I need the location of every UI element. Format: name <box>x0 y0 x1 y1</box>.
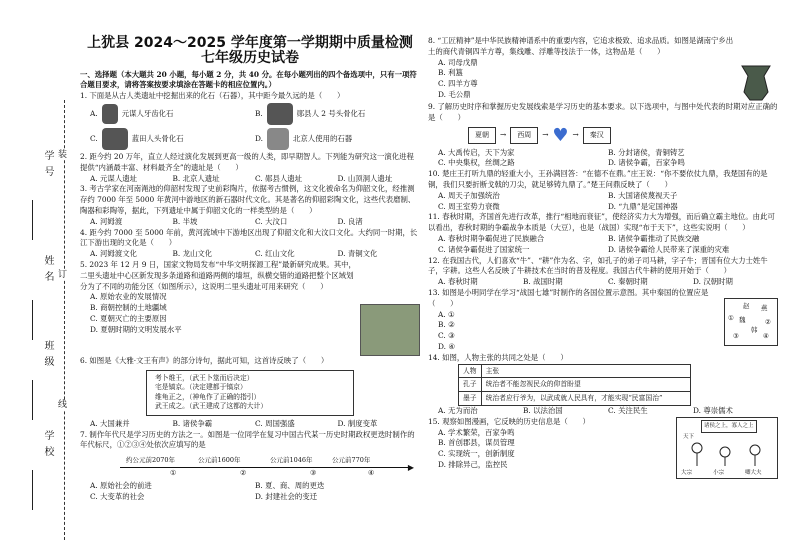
school-field[interactable] <box>32 470 33 510</box>
map-label: ② <box>765 317 771 326</box>
question-4: 4. 距今约 7000 至 5000 年前，黄河流域中下游地区出现了仰韶文化和大汶口文化。大约同一时期，长江下游出现的文化是（ ） <box>80 227 418 248</box>
timeline-date: 公元前1600年 <box>198 456 241 465</box>
option-a[interactable]: A. 元谋人遗址 <box>90 173 137 183</box>
question-2: 2. 距今约 20 万年，直立人经过演化发展到更高一级的人类，即早期智人。下列能为研究这一演化进程提供“内涵最丰富、材料最齐全”的遗址是（ ） <box>80 151 414 172</box>
option-b[interactable]: B. 分封诸侯，青铜铸艺 <box>608 147 685 157</box>
period-box: 西周 <box>510 127 538 144</box>
stone-tool-image <box>267 128 289 150</box>
option-b[interactable]: B. 龙山文化 <box>172 249 213 259</box>
cartoon-label: 小宗 <box>713 469 725 476</box>
q6-options <box>90 419 420 430</box>
poem-line: 宅是镐京。（决定建都于镐京） <box>155 383 247 392</box>
option-d[interactable]: D. 汉朝时期 <box>693 277 733 287</box>
table-cell: 统治者不能忽视民众的仰首盼望 <box>481 378 690 392</box>
arrow-icon: → <box>500 130 507 140</box>
q9-options <box>438 148 778 170</box>
question-14: 14. 如图，人物主张的共同之处是（ ） <box>428 352 568 362</box>
option-a[interactable]: A. ① <box>438 309 455 319</box>
option-a[interactable]: A. 大国兼并 <box>90 418 130 428</box>
option-c[interactable]: C. 大变革的社会 <box>90 491 145 501</box>
map-label: 韩 <box>751 325 758 334</box>
table-header: 人物 <box>459 364 482 378</box>
option-b[interactable]: B. 半坡 <box>172 216 198 226</box>
option-c[interactable]: C. 周王室势力衰微 <box>438 201 500 211</box>
option-a[interactable]: A. 无为而治 <box>438 405 478 415</box>
option-b[interactable]: B. 首创郡县，谋员管理 <box>438 438 515 448</box>
bronze-vessel-image <box>734 62 778 102</box>
option-c[interactable]: C. 夏朝灭亡的主要原因 <box>90 313 167 323</box>
cartoon-image <box>676 417 778 479</box>
arrow-icon: → <box>572 130 579 140</box>
timeline-date: 公元前1046年 <box>270 456 313 465</box>
question-10: 10. 楚庄王打听九鼎的轻重大小，王孙满回答：“在德不在鼎。”庄王说：“你不要依仗九鼎，我楚国有的是铜，我们只要折断戈戟的刀尖，就足够铸九鼎了。”楚王问鼎反映了（ ） <box>428 169 768 189</box>
right-column <box>428 36 778 479</box>
map-label: ③ <box>733 331 739 340</box>
question-13-block <box>428 288 778 353</box>
question-8-block <box>428 36 778 102</box>
option-b[interactable]: B. 诸侯争霸 <box>172 418 213 428</box>
q11-options <box>438 234 778 256</box>
cartoon-figures <box>677 418 777 478</box>
option-b[interactable]: B. 北京人遗址 <box>172 173 220 183</box>
q12-options <box>438 277 778 288</box>
table-cell: 统治者应行爷为，以武成就人民具有，才能实现“民富国治” <box>481 392 690 406</box>
question-15-block <box>428 417 778 479</box>
poem-box <box>146 370 354 416</box>
q3-options <box>90 217 420 228</box>
class-label: 班级 <box>42 340 53 372</box>
question-3: 3. 考古学家在河南渑池的仰韶村发现了史前彩陶片，依据考古惯例，这文化被命名为仰韶文化，经推测存约 7000 年至 5000 年黄河中游地区的新石器时代文化。其是著名的仰韶彩陶文化，这些代表磨制、陶器和彩陶等，据此，下列遗址中属于仰韶文化的一样类型的是（ ） <box>80 184 416 215</box>
map-label: 燕 <box>761 303 768 312</box>
warring-states-map <box>724 298 778 346</box>
option-d[interactable]: D. 排除异己，监控民 <box>438 459 508 469</box>
question-12: 12. 在我国古代，人们喜欢“牛”、“耕”作为名、字，如孔子的弟子司马耕，字子牛；晋国有位大力士姓牛子，字耕。这些人名反映了牛耕技术在当时的普及程度。我国古代牛耕的使用开始于（ ） <box>428 255 768 276</box>
option-d[interactable]: D. 夏朝时期的文明发展水平 <box>90 324 182 334</box>
option-d[interactable]: D. 山顶洞人遗址 <box>337 173 393 183</box>
option-d[interactable]: D. 制度变革 <box>337 418 378 428</box>
thinker-table <box>458 364 691 406</box>
option-d[interactable]: D. ④ <box>438 341 455 351</box>
cartoon-label: 天下 <box>683 433 695 440</box>
option-d[interactable]: D. 诸侯争霸给人民带来了深重的灾难 <box>608 244 730 254</box>
option-c[interactable]: C. 红山文化 <box>255 249 295 259</box>
option-b[interactable]: B. 利簋 <box>438 68 463 78</box>
arrow-icon: → <box>542 130 549 140</box>
option-text[interactable]: 北京人使用的石器 <box>293 133 353 143</box>
question-5-block <box>80 260 420 356</box>
option-a[interactable]: A. 春秋时期争霸促进了民族融合 <box>438 233 545 243</box>
option-a[interactable]: A. 大禹传启，天下为家 <box>438 147 515 157</box>
option-d[interactable]: D. 尊崇儒术 <box>693 405 733 415</box>
option-b[interactable]: B. 以法治国 <box>523 405 563 415</box>
q1-options <box>90 102 420 152</box>
option-c[interactable]: C. ③ <box>438 331 455 341</box>
student-number-label: 学号 <box>42 150 53 182</box>
student-number-field[interactable] <box>32 200 33 240</box>
q8-options <box>438 58 734 101</box>
q5-options <box>90 292 360 335</box>
q10-options <box>438 191 778 213</box>
option-c[interactable]: C. 秦朝时期 <box>608 277 648 287</box>
section-heading: 一、选择题（本大题共 20 小题，每小题 2 分，共 40 分。在每小题列出的四个备选项中，只有一项符合题目要求，请将答案按要求填涂在答题卡的相应位置内。） <box>80 69 417 90</box>
timeline-mark: ① <box>170 469 177 478</box>
name-label: 姓名 <box>42 255 53 287</box>
heart-icon: ♥ <box>552 124 569 146</box>
option-c[interactable]: C. 郧县人遗址 <box>255 173 303 183</box>
option-a[interactable]: A. 春秋时期 <box>438 277 478 287</box>
option-a[interactable]: A. 河姆渡文化 <box>90 249 137 259</box>
question-13: 13. 如图是小明同学在学习“战国七雄”时制作的各国位置示意图。其中秦国的位置应是（ ） <box>428 287 709 308</box>
option-c[interactable]: C. 关注民生 <box>608 405 648 415</box>
poem-line: 考卜维王，（武王卜筮而后决定） <box>155 373 254 382</box>
poem-line: 武王成之。（武王建成了这都的大计） <box>155 402 268 411</box>
option-letter[interactable]: A. <box>90 108 98 118</box>
left-column <box>80 30 420 503</box>
question-8: 8. “工匠精神”是中华民族精神谱系中的重要内容，它追求极致、追求品质。如图是湖南宁乡出土的商代青铜四羊方尊，集线雕、浮雕等技法于一体，这物品是（ ） <box>428 36 734 56</box>
question-5: 5. 2023 年 12 月 9 日，国家文物局发布“中华文明探源工程”最新研究成果。其中，二里头遗址中心区新发现多条道路和道路两侧的墙垣，纵横交错的道路把整个区域划分为了不同的功能分区（如图所示），这说明二里头遗址可用来研究（ ） <box>80 259 356 291</box>
poem-line: 维龟正之，（神龟作了正确的指引） <box>155 392 261 401</box>
q14-options <box>438 406 778 417</box>
option-a[interactable]: A. 河姆渡 <box>90 216 123 226</box>
skull-fossil-image <box>267 103 293 125</box>
option-c[interactable]: C. 诸侯争霸促进了国家统一 <box>438 244 530 254</box>
table-header: 主张 <box>481 364 690 378</box>
q7-options <box>90 481 420 503</box>
option-a[interactable]: A. 原始农业的发展情况 <box>90 292 167 302</box>
tooth-fossil-image <box>102 104 118 124</box>
option-a[interactable]: A. 司母戊鼎 <box>438 57 478 67</box>
table-cell: 孔子 <box>459 378 482 392</box>
q13-options <box>438 310 724 353</box>
option-c[interactable]: C. 周国强盛 <box>255 418 295 428</box>
period-box: 夏朝 <box>468 127 496 144</box>
option-d[interactable]: D. 诸侯争霸，百家争鸣 <box>608 158 685 168</box>
option-letter[interactable]: B. <box>255 108 263 118</box>
option-b[interactable]: B. 战国时期 <box>523 277 563 287</box>
question-11: 11. 春秋时期，齐国首先进行改革，推行“相地而衰征”，使经济实力大为增强，而后确立霸主地位。由此可以看出，春秋时期的争霸战争本质是（大豆），也是（战国）实现“布于天下”，这些实说明（ ） <box>428 212 775 233</box>
option-c[interactable]: C. 实现统一，创新制度 <box>438 449 515 459</box>
option-d[interactable]: D. 青铜文化 <box>337 249 378 259</box>
school-label: 学校 <box>42 430 53 462</box>
option-letter[interactable]: C. <box>90 133 98 143</box>
question-15: 15. 观察如图漫画，它反映的历史信息是（ ） <box>428 416 590 426</box>
exam-title: 上犹县 2024～2025 学年度第一学期期中质量检测 <box>87 35 413 51</box>
option-d[interactable]: D. 良渚 <box>337 216 363 226</box>
option-text[interactable]: 蓝田人头骨化石 <box>131 133 184 143</box>
question-1: 1. 下面是从古人类遗址中挖掘出来的化石（石器），其中距今最久远的是（ ） <box>80 91 345 101</box>
timeline-mark: ② <box>240 469 247 478</box>
map-label: ① <box>728 313 734 322</box>
table-cell: 墨子 <box>459 392 482 406</box>
erlitou-site-image <box>360 304 420 356</box>
exam-subtitle: 七年级历史试卷 <box>201 49 299 66</box>
skull-image <box>102 128 128 150</box>
option-d[interactable]: D. “九鼎”是定国神器 <box>608 201 678 211</box>
timeline-date: 公元前770年 <box>332 456 371 465</box>
binding-mark: 装 <box>58 150 68 160</box>
option-c[interactable]: C. 大汶口 <box>255 216 288 226</box>
map-label: ④ <box>763 331 769 340</box>
cartoon-label: 卿大夫 <box>745 469 762 476</box>
option-b[interactable]: B. 商朝控制的土地疆域 <box>90 303 167 313</box>
option-text[interactable]: 郧县人 2 号头骨化石 <box>296 108 366 118</box>
option-b[interactable]: B. 夏、商、周的更迭 <box>255 481 325 491</box>
period-box: 秦汉 <box>583 127 611 144</box>
q2-options <box>90 174 420 185</box>
timeline-mark: ④ <box>368 469 375 478</box>
cartoon-caption: 诸侯之上，寡人之上 <box>701 420 757 433</box>
option-b[interactable]: B. 诸侯争霸推动了民族交融 <box>608 233 700 243</box>
period-flow <box>468 124 778 146</box>
option-a[interactable]: A. 学术繁荣，百家争鸣 <box>438 427 515 437</box>
option-a[interactable]: A. 周天子加强统治 <box>438 190 500 200</box>
question-7: 7. 制作年代尺是学习历史的方法之一。如图是一位同学在复习中国古代某一历史时期政权更迭时制作的年代标尺，①②③④处依次应填写的是 <box>80 429 415 450</box>
q4-options <box>90 249 420 260</box>
option-a[interactable]: A. 原始社会的前进 <box>90 481 152 491</box>
timeline-mark: ③ <box>310 469 317 478</box>
cartoon-label: 大宗 <box>681 469 693 476</box>
option-letter[interactable]: D. <box>255 133 264 143</box>
timeline: ▶ 约公元前2070年 公元前1600年 公元前1046年 公元前770年 ① ② ③ ④ <box>80 453 420 481</box>
class-field[interactable] <box>32 380 33 420</box>
option-c[interactable]: C. 四羊方尊 <box>438 79 478 89</box>
question-9: 9. 了解历史时序和掌握历史发展线索是学习历史的基本要求。以下选项中，与图中处代表的时期对应正确的是（ ） <box>428 102 778 122</box>
map-label: 赵 <box>743 301 750 310</box>
map-label: 魏 <box>739 315 746 324</box>
binding-mark: 线 <box>58 400 68 410</box>
binding-mark: 订 <box>58 270 68 280</box>
option-d[interactable]: D. 毛公鼎 <box>438 89 471 99</box>
option-text[interactable]: 元谋人牙齿化石 <box>121 108 174 118</box>
q15-options <box>438 428 676 471</box>
name-field[interactable] <box>32 300 33 340</box>
option-b[interactable]: B. 大国诸侯蔑视天子 <box>608 190 678 200</box>
question-6: 6. 如图是《大雅·文王有声》的部分诗句，据此可知，这首诗反映了（ ） <box>80 355 329 365</box>
option-d[interactable]: D. 封建社会的变迁 <box>255 491 318 501</box>
binding-dashed-line <box>64 100 65 540</box>
timeline-date: 约公元前2070年 <box>126 456 176 465</box>
option-c[interactable]: C. 中央集权，丝绸之路 <box>438 158 515 168</box>
option-b[interactable]: B. ② <box>438 320 455 330</box>
binding-margin <box>0 0 88 550</box>
